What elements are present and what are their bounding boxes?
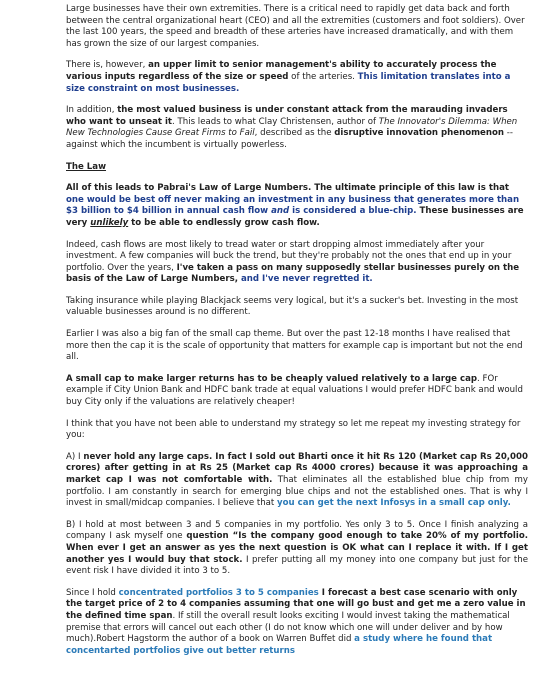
paragraph-text: Since I hold (66, 587, 119, 598)
paragraph-text: That eliminates all the established blue chip from my portfolio. I am constantly in search for emerging blue chips and not the established ones. That is why I invest in small/midcap companies. I believe that (66, 475, 529, 509)
highlighted-phrase: This limitation translates into a size constraint on most businesses. (66, 71, 511, 94)
bold-phrase: to be able to endlessly grow cash flow. (128, 217, 320, 228)
bold-phrase: All of this leads to Pabrai's Law of Large Numbers. The ultimate principle of this law is that (66, 183, 509, 194)
paragraph-text: Taking insurance while playing Blackjack seems very logical, but it's a sucker's bet. Investing in the most valuable businesses around is no different. (66, 295, 519, 318)
paragraph-text: I think that you have not been able to understand my strategy so let me repeat my investing strategy for you: (66, 418, 521, 441)
paragraph-text: , described as the (254, 128, 335, 139)
paragraph-law (66, 183, 528, 229)
paragraph-blackjack (66, 296, 528, 319)
paragraph-text: A) I (66, 451, 84, 462)
bold-phrase: the most valued business is under constant attack from the marauding invaders who want to unseat it (66, 105, 508, 127)
paragraph-text: . If still the overall result looks exciting I would invest taking the mathematical premise that errors will cancel out each other (I do not know which one will under deliver and by how much).Robert Hagstorm the author of a book on Warren Buffet did (66, 610, 510, 645)
highlighted-phrase: and (271, 206, 290, 217)
highlighted-phrase: one would be best off never making an investment in any business that generates more than $3 billion to $4 billion in annual cash flow (66, 194, 520, 217)
paragraph-cash-flows (66, 240, 528, 286)
bold-phrase: A small cap to make larger returns has to be cheaply valued relatively to a large cap (66, 373, 478, 384)
paragraph-text: of the arteries. (288, 71, 358, 82)
paragraph-text: . FOr example if City Union Bank and HDFC bank trade at equal valuations I would prefer HDFC bank and would buy City only if the valuations are relatively cheaper! (66, 373, 523, 408)
book-title: The Innovator's Dilemma: When New Technologies Cause Great Firms to Fail (66, 116, 518, 139)
paragraph-cheap-valuation (66, 374, 528, 409)
section-heading: The Law (66, 161, 107, 172)
highlighted-phrase: concentrated portfolios 3 to 5 companies (118, 587, 319, 598)
bold-phrase: disruptive innovation phenomenon (334, 128, 505, 139)
paragraph-text: . This leads to what Clay Christensen, author of (172, 116, 379, 127)
bold-phrase: These businesses are very (66, 206, 524, 228)
bold-phrase: I've taken a pass on many supposedly stellar businesses purely on the basis of the Law of Large Numbers, (66, 262, 520, 285)
paragraph-text: There is, however, (66, 60, 149, 71)
paragraph-small-cap-theme (66, 329, 528, 364)
paragraph-text: In addition, (66, 105, 118, 116)
bold-phrase: question “Is the company good enough to take 20% of my portfolio. When ever I get an answer as yes the next question is OK what can I replace it with. If I get another yes I would buy that stock. (66, 531, 528, 565)
highlighted-phrase: is considered a blue-chip. (289, 206, 417, 217)
paragraph-text: Indeed, cash flows are most likely to tread water or start dropping almost immediately after your investment. A few companies will buck the trend, but they're probably not the ones that end up in your portfolio. Over the years, (66, 239, 512, 273)
bold-phrase: never hold any large caps. In fact I sold out Bharti once it hit Rs 120 (Market cap Rs 20,000 crores) after getting in at Rs 25 (Market cap Rs 4000 crores) because it was approaching a market cap I was not comfortable with. (66, 451, 528, 485)
paragraph-disruption (66, 105, 528, 151)
highlighted-phrase: a study where he found that concentarted portfolios give out better returns (66, 634, 493, 656)
paragraph-text: I prefer putting all my money into one company but just for the event risk I have divided it into 3 to 5. (66, 554, 529, 577)
paragraph-concentrated (66, 588, 528, 658)
highlighted-phrase: you can get the next Infosys in a small cap only. (277, 498, 511, 509)
paragraph-text: -- against which the incumbent is virtually powerless. (66, 128, 513, 150)
highlighted-phrase: and I've never regretted it. (238, 274, 373, 285)
paragraph-point-a (66, 452, 528, 510)
emphasized-word: unlikely (90, 217, 129, 228)
paragraph-text: Large businesses have their own extremities. There is a critical need to rapidly get data back and forth between the central organizational heart (CEO) and all the extremities (customers and foot soldiers). Over the last 100 years, the speed and breadth of these arteries have increased dramatically, and with them has grown the size of our largest companies. (66, 4, 525, 49)
paragraph-strategy-intro (66, 419, 528, 442)
paragraph-extremities (66, 4, 528, 50)
bold-phrase: an upper limit to senior management's ability to accurately process the various inputs regardless of the size or speed (66, 60, 497, 82)
bold-phrase: I forecast a best case scenario with only the target price of 2 to 4 companies assuming that one will go bust and get me a zero value in the defined time span (66, 587, 526, 621)
paragraph-text: Earlier I was also a big fan of the small cap theme. But over the past 12-18 months I have realised that more then the cap it is the scale of opportunity that matters for example cap is important but not the end all. (66, 329, 523, 363)
paragraph-text: B) I hold at most between 3 and 5 companies in my portfolio. Yes only 3 to 5. Once I finish analyzing a company I ask myself one (66, 519, 528, 542)
paragraph-upper-limit (66, 60, 528, 95)
paragraph-point-b (66, 520, 528, 578)
